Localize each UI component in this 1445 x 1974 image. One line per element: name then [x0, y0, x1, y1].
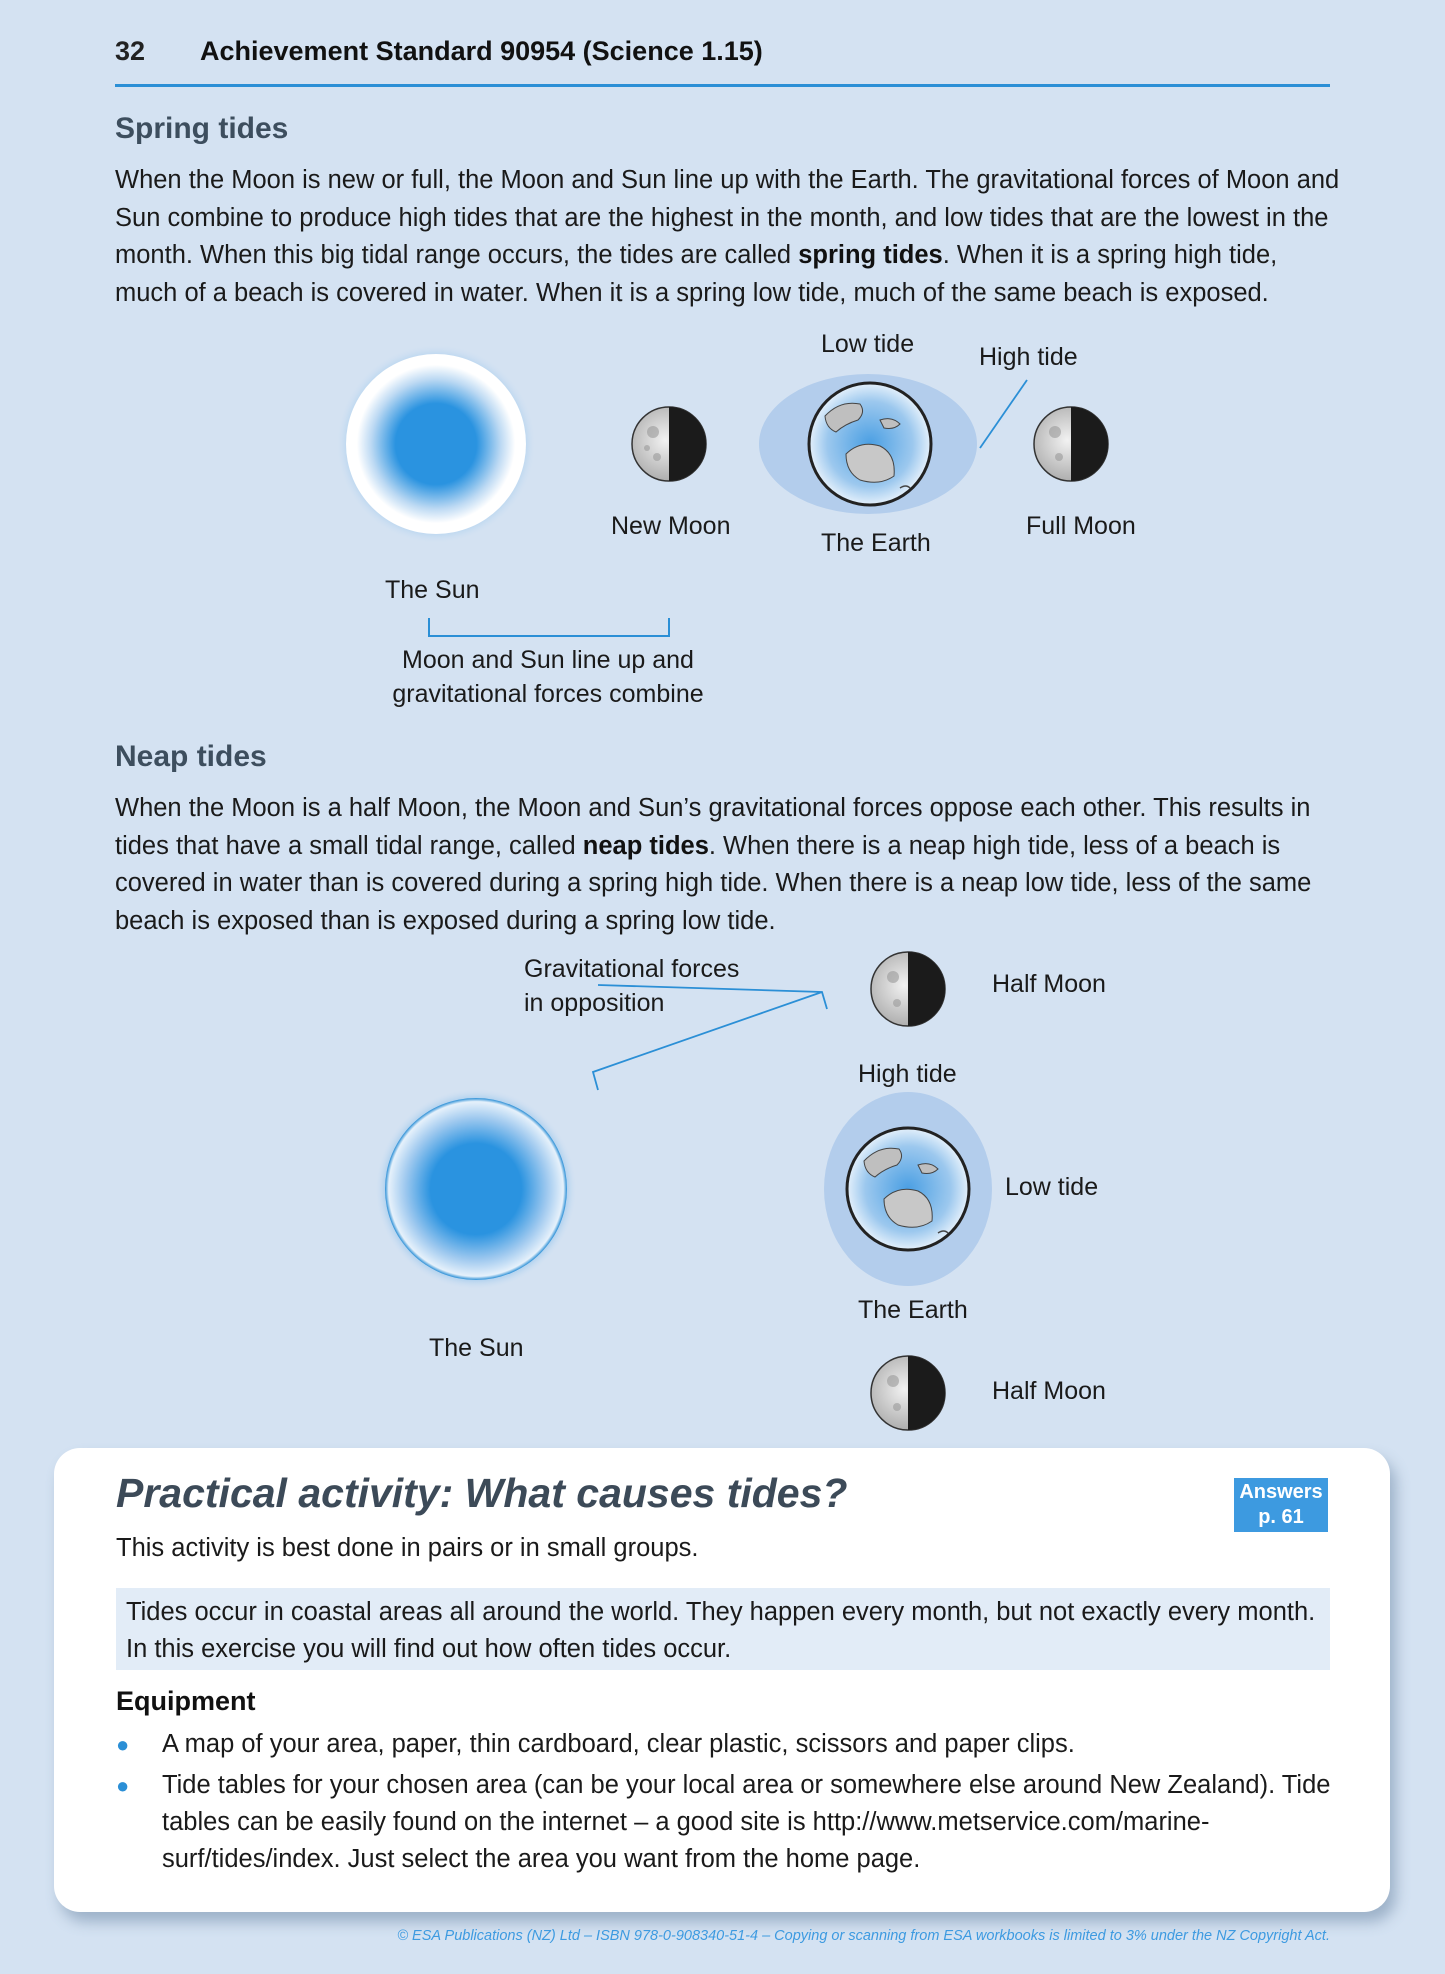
half-moon-bottom-icon — [871, 1356, 945, 1430]
sun-icon — [336, 344, 536, 544]
half-moon-top-label: Half Moon — [992, 970, 1106, 998]
spring-low-tide-label: Low tide — [821, 330, 915, 358]
alignment-bracket — [429, 618, 669, 636]
copyright-footer: © ESA Publications (NZ) Ltd – ISBN 978-0-908340-51-4 – Copying or scanning from ESA workbooks is limited to 3% under the NZ Copyright Act. — [397, 1928, 1330, 1944]
list-item — [116, 1726, 1336, 1763]
header-title: Achievement Standard 90954 (Science 1.15) — [200, 36, 763, 66]
bullet-icon: ● — [116, 1773, 130, 1798]
equipment-item-text: A map of your area, paper, thin cardboard, clear plastic, scissors and paper clips. — [162, 1730, 1075, 1758]
opposition-label-line-1: Gravitational forces — [524, 955, 740, 983]
activity-intro: This activity is best done in pairs or in small groups. — [116, 1534, 699, 1562]
full-moon-icon — [1034, 407, 1108, 481]
neap-sun-label: The Sun — [429, 1334, 524, 1362]
activity-title: Practical activity: What causes tides? — [116, 1470, 848, 1516]
spring-tides-heading: Spring tides — [115, 112, 289, 145]
list-item — [116, 1767, 1336, 1878]
spring-tides-paragraph — [115, 162, 1340, 312]
neap-para-text-2: . When there is a neap high tide, less of a beach is covered in water than is covered during a spring high tide. When there is a neap low tide, less of the same beach is exposed than is exposed during a spring low tide. — [115, 831, 1312, 935]
spring-para-text-1: When the Moon is new or full, the Moon and Sun line up with the Earth. The gravitational forces of Moon and Sun combine to produce high tides that are the highest in the month, and low tides that are the lowest in the month. When this big tidal range occurs, the tides are called — [115, 166, 1340, 269]
equipment-item-text: Tide tables for your chosen area (can be your local area or somewhere else around New Zealand). Tide tables can be easily found on the internet – a good site is http://www.metservice.com/marine-surf/tides/index. Just select the area you want from the home page. — [162, 1771, 1331, 1873]
neap-high-tide-label: High tide — [858, 1060, 957, 1088]
spring-tides-term: spring tides — [798, 241, 943, 269]
spring-high-tide-label: High tide — [979, 343, 1078, 371]
neap-para-text-1: When the Moon is a half Moon, the Moon and Sun’s gravitational forces oppose each other. This results in tides that have a small tidal range, called — [115, 794, 1311, 860]
earth-icon — [809, 383, 931, 505]
high-tide-pointer — [980, 380, 1027, 448]
neap-earth-label: The Earth — [858, 1296, 968, 1324]
equipment-heading: Equipment — [116, 1686, 256, 1716]
half-moon-top-icon — [871, 952, 945, 1026]
answers-badge-line-1: Answers — [1239, 1481, 1323, 1503]
activity-info-box: Tides occur in coastal areas all around the world. They happen every month, but not exactly every month. In this exercise you will find out how often tides occur. — [116, 1588, 1330, 1670]
line-up-label — [388, 643, 708, 711]
neap-tides-heading: Neap tides — [115, 740, 267, 773]
line-up-label-line-1: Moon and Sun line up and — [402, 646, 694, 674]
answers-badge-line-2: p. 61 — [1258, 1506, 1304, 1528]
page-number: 32 — [115, 36, 146, 66]
line-up-label-line-2: gravitational forces combine — [392, 680, 704, 708]
bullet-icon: ● — [116, 1732, 130, 1757]
answers-badge[interactable] — [1234, 1478, 1328, 1532]
new-moon-icon — [632, 407, 706, 481]
practical-activity-card — [54, 1448, 1390, 1912]
opposition-label-line-2: in opposition — [524, 989, 665, 1017]
neap-low-tide-label: Low tide — [1005, 1173, 1099, 1201]
neap-tides-term: neap tides — [582, 831, 709, 860]
opposition-label — [524, 952, 739, 1020]
half-moon-bottom-label: Half Moon — [992, 1377, 1106, 1405]
new-moon-label: New Moon — [611, 512, 731, 540]
equipment-list — [116, 1726, 1336, 1882]
neap-earth-icon — [847, 1128, 969, 1250]
neap-tides-paragraph — [115, 790, 1340, 940]
spring-para-text-2: . When it is a spring high tide, much of a beach is covered in water. When it is a spring low tide, much of the same beach is exposed. — [115, 241, 1278, 307]
neap-sun-icon — [375, 1088, 577, 1290]
full-moon-label: Full Moon — [1026, 512, 1136, 540]
spring-sun-label: The Sun — [385, 576, 480, 604]
page-header — [115, 34, 1330, 87]
spring-earth-label: The Earth — [821, 529, 931, 557]
